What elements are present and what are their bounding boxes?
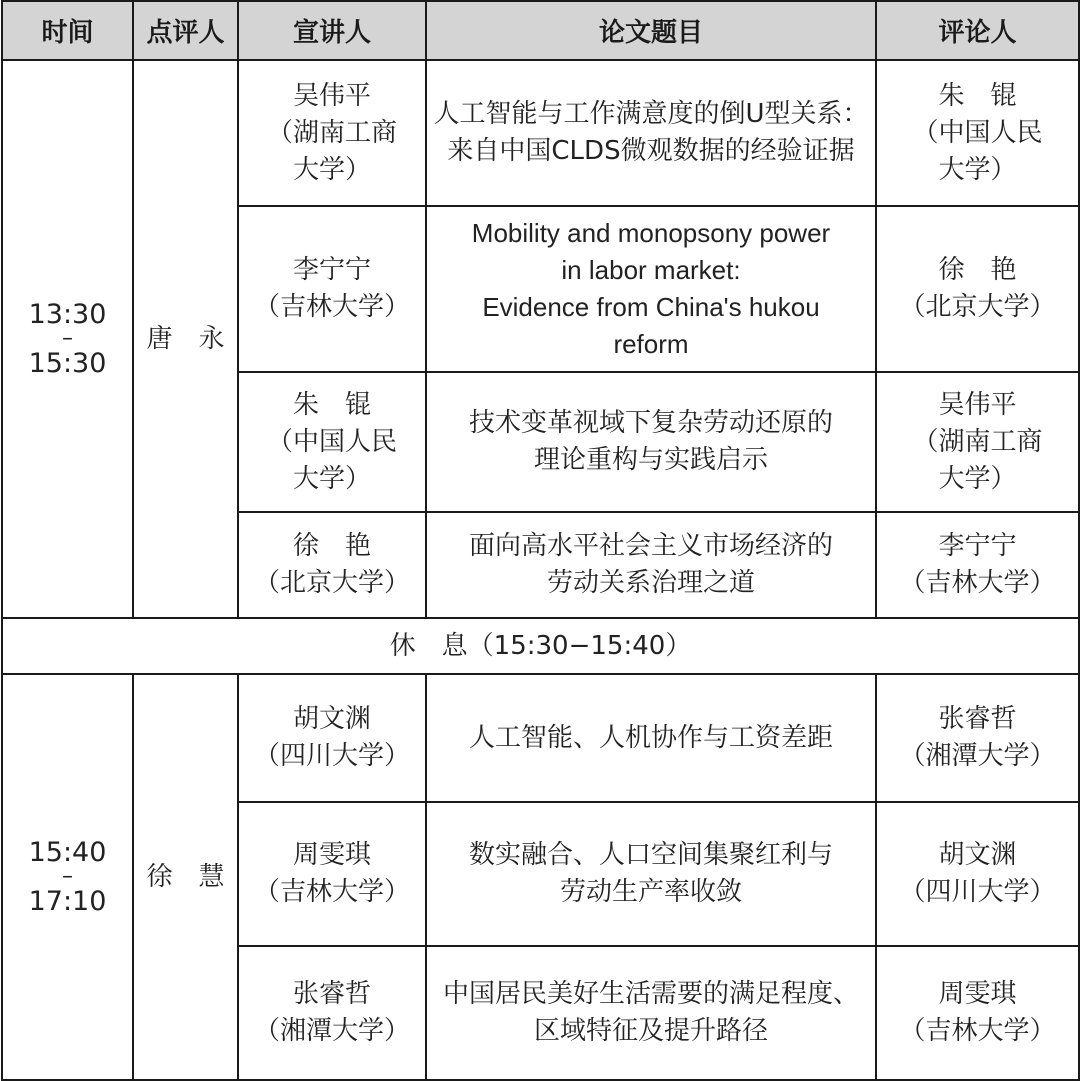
- commentator-name: 周雯琪: [938, 979, 1017, 1009]
- speaker-cell: [238, 674, 426, 802]
- speaker-cell: [238, 206, 426, 372]
- paper-title-line: 数实融合、人口空间集聚红利与: [468, 840, 833, 870]
- paper-title-cell: [426, 372, 876, 512]
- commentator-cell: [876, 674, 1079, 802]
- time-start: 15:40: [28, 837, 107, 868]
- speaker-name: 李宁宁: [292, 255, 371, 285]
- paper-title-line: 劳动生产率收敛: [559, 877, 742, 907]
- commentator-name: 李宁宁: [938, 531, 1017, 561]
- speaker-name: 徐 艳: [292, 531, 371, 561]
- reviewer-2: 徐 慧: [133, 674, 238, 1080]
- table-row: [2, 674, 1079, 802]
- break-row: [2, 618, 1079, 674]
- paper-title-line: 人工智能、人机协作与工资差距: [468, 722, 833, 753]
- commentator-affiliation: （吉林大学）: [899, 568, 1056, 598]
- header-time: 时间: [2, 1, 133, 60]
- speaker-cell: [238, 946, 426, 1080]
- commentator-affiliation: （吉林大学）: [899, 1016, 1056, 1046]
- speaker-affiliation: （中国人民: [266, 426, 397, 457]
- commentator-cell: [876, 372, 1079, 512]
- speaker-name: 朱 锟: [292, 389, 371, 420]
- break-text: 休 息（15:30−15:40）: [2, 618, 1079, 674]
- paper-title-line: 人工智能与工作满意度的倒U型关系：: [433, 99, 869, 129]
- time-separator: –: [62, 326, 73, 351]
- header-title: 论文题目: [426, 1, 876, 60]
- table-row: [2, 60, 1079, 206]
- time-slot-1: [2, 60, 133, 618]
- speaker-affiliation: （湘潭大学）: [253, 1016, 410, 1046]
- speaker-name: 张睿哲: [292, 979, 371, 1009]
- commentator-cell: [876, 802, 1079, 946]
- time-slot-2: [2, 674, 133, 1080]
- speaker-cell: [238, 60, 426, 206]
- commentator-name: 张睿哲: [938, 704, 1017, 734]
- commentator-affiliation: （北京大学）: [899, 292, 1056, 322]
- commentator-cell: [876, 946, 1079, 1080]
- speaker-name: 吴伟平: [292, 80, 371, 111]
- header-speaker: 宣讲人: [238, 1, 426, 60]
- paper-title-cell: [426, 60, 876, 206]
- speaker-affiliation: 大学）: [292, 154, 371, 185]
- paper-title-line: in labor market:: [561, 255, 741, 285]
- commentator-name: 朱 锟: [938, 80, 1017, 111]
- speaker-affiliation: （四川大学）: [253, 741, 410, 771]
- paper-title-line: 理论重构与实践启示: [533, 445, 768, 475]
- paper-title-cell: [426, 674, 876, 802]
- paper-title-line: 面向高水平社会主义市场经济的: [468, 531, 833, 561]
- paper-title-cell: [426, 802, 876, 946]
- paper-title-line: Evidence from China's hukou: [482, 292, 820, 322]
- speaker-affiliation: （吉林大学）: [253, 292, 410, 322]
- speaker-cell: [238, 512, 426, 618]
- commentator-cell: [876, 512, 1079, 618]
- paper-title-line: Mobility and monopsony power: [471, 218, 831, 248]
- speaker-cell: [238, 372, 426, 512]
- speaker-name: 胡文渊: [292, 704, 371, 734]
- commentator-affiliation: （中国人民: [912, 117, 1043, 148]
- time-start: 13:30: [28, 299, 107, 330]
- commentator-affiliation: 大学）: [938, 463, 1017, 494]
- time-end: 15:30: [28, 348, 107, 379]
- paper-title-line: 技术变革视域下复杂劳动还原的: [468, 408, 833, 438]
- paper-title-cell: [426, 512, 876, 618]
- commentator-cell: [876, 206, 1079, 372]
- speaker-affiliation: （吉林大学）: [253, 877, 410, 907]
- commentator-affiliation: （湘潭大学）: [899, 741, 1056, 771]
- speaker-affiliation: （湖南工商: [266, 117, 397, 148]
- paper-title-cell: [426, 206, 876, 372]
- reviewer-1: 唐 永: [133, 60, 238, 618]
- time-end: 17:10: [28, 886, 107, 917]
- commentator-cell: [876, 60, 1079, 206]
- schedule-table: [1, 0, 1080, 1081]
- paper-title-line: 中国居民美好生活需要的满足程度、: [442, 979, 859, 1009]
- speaker-affiliation: （北京大学）: [253, 568, 410, 598]
- commentator-affiliation: （四川大学）: [899, 877, 1056, 907]
- time-separator: –: [62, 864, 73, 889]
- header-row: [2, 1, 1079, 60]
- paper-title-line: 劳动关系治理之道: [546, 568, 755, 598]
- paper-title-line: 区域特征及提升路径: [533, 1016, 768, 1046]
- speaker-cell: [238, 802, 426, 946]
- commentator-name: 徐 艳: [938, 255, 1017, 285]
- paper-title-line: reform: [613, 329, 689, 359]
- speaker-name: 周雯琪: [292, 840, 371, 870]
- commentator-name: 吴伟平: [938, 389, 1017, 420]
- header-reviewer: 点评人: [133, 1, 238, 60]
- commentator-name: 胡文渊: [938, 840, 1017, 870]
- paper-title-line: 来自中国CLDS微观数据的经验证据: [447, 136, 855, 166]
- commentator-affiliation: （湖南工商: [912, 426, 1043, 457]
- commentator-affiliation: 大学）: [938, 154, 1017, 185]
- header-commentator: 评论人: [876, 1, 1079, 60]
- speaker-affiliation: 大学）: [292, 463, 371, 494]
- paper-title-cell: [426, 946, 876, 1080]
